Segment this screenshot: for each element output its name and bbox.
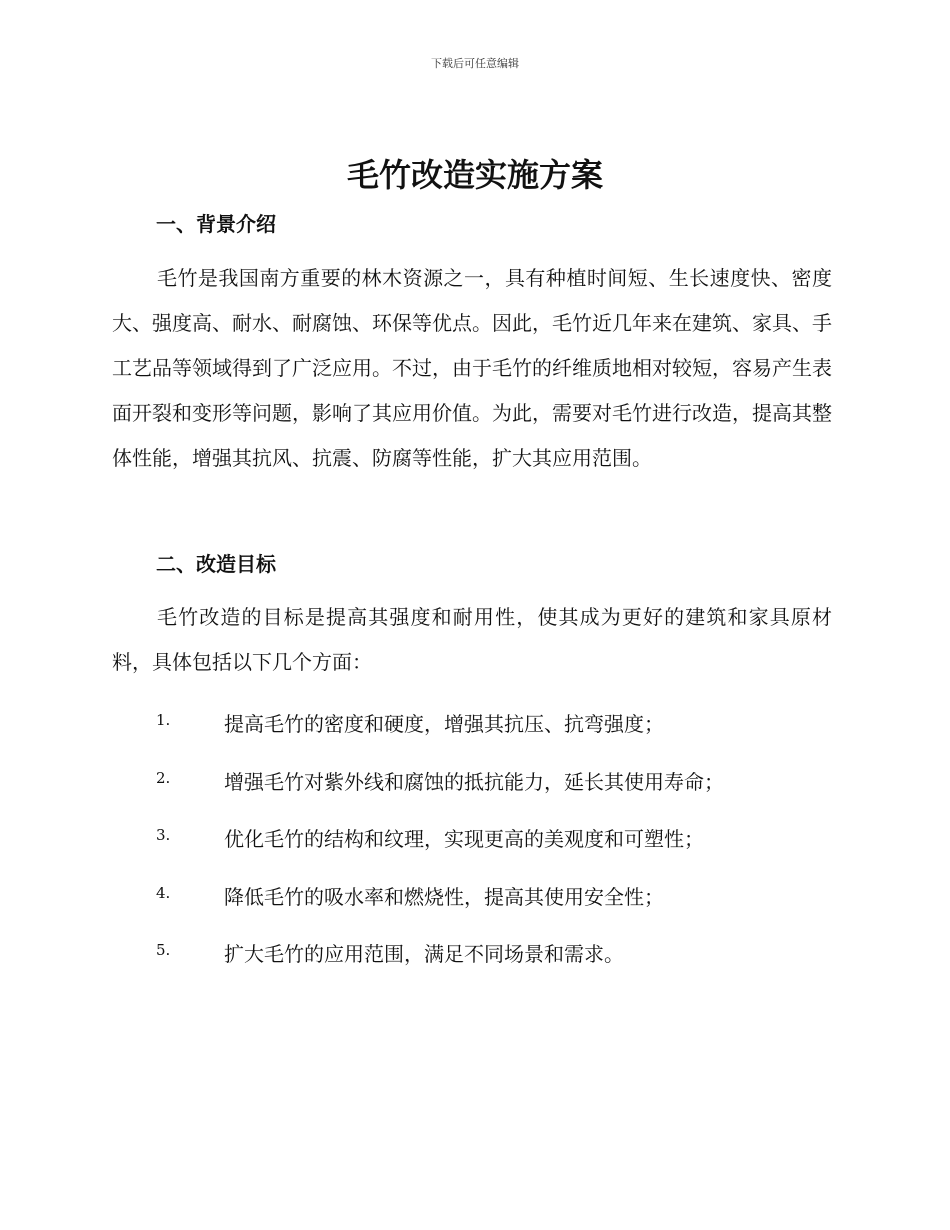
list-item-number: 2. bbox=[156, 768, 171, 787]
list-item bbox=[0, 700, 950, 758]
list-item-text: 增强毛竹对紫外线和腐蚀的抵抗能力，延长其使用寿命； bbox=[224, 769, 724, 794]
list-item-number: 1. bbox=[156, 711, 171, 729]
list-item bbox=[0, 873, 950, 931]
header-note: 下载后可任意编辑 bbox=[431, 57, 519, 70]
paragraph-goals: 毛竹改造的目标是提高其强度和耐用性，使其成为更好的建筑和家具原材料，具体包括以下几个方面： bbox=[112, 605, 832, 674]
section-heading-background: 一、背景介绍 bbox=[156, 212, 276, 236]
paragraph-background: 毛竹是我国南方重要的林木资源之一，具有种植时间短、生长速度快、密度大、强度高、耐水、耐腐蚀、环保等优点。因此，毛竹近几年来在建筑、家具、手工艺品等领域得到了广泛应用。不过，由于毛竹的纤维质地相对较短，容易产生表面开裂和变形等问题，影响了其应用价值。为此，需要对毛竹进行改造，提高其整体性能，增强其抗风、抗震、防腐等性能，扩大其应用范围。 bbox=[112, 266, 832, 470]
list-item-number: 3. bbox=[156, 826, 171, 844]
list-item bbox=[0, 930, 950, 988]
list-item-text: 扩大毛竹的应用范围，满足不同场景和需求。 bbox=[224, 942, 624, 966]
list-item-number: 4. bbox=[156, 883, 171, 902]
list-item-number: 5. bbox=[156, 941, 171, 959]
section-heading-goals: 二、改造目标 bbox=[156, 552, 276, 576]
list-item bbox=[0, 815, 950, 873]
list-item-text: 优化毛竹的结构和纹理，实现更高的美观度和可塑性； bbox=[224, 827, 704, 851]
list-item-text: 提高毛竹的密度和硬度，增强其抗压、抗弯强度； bbox=[224, 712, 664, 736]
list-item-text: 降低毛竹的吸水率和燃烧性，提高其使用安全性； bbox=[224, 884, 664, 909]
document-title: 毛竹改造实施方案 bbox=[346, 156, 603, 194]
list-item bbox=[0, 758, 950, 816]
goals-list bbox=[0, 700, 950, 988]
